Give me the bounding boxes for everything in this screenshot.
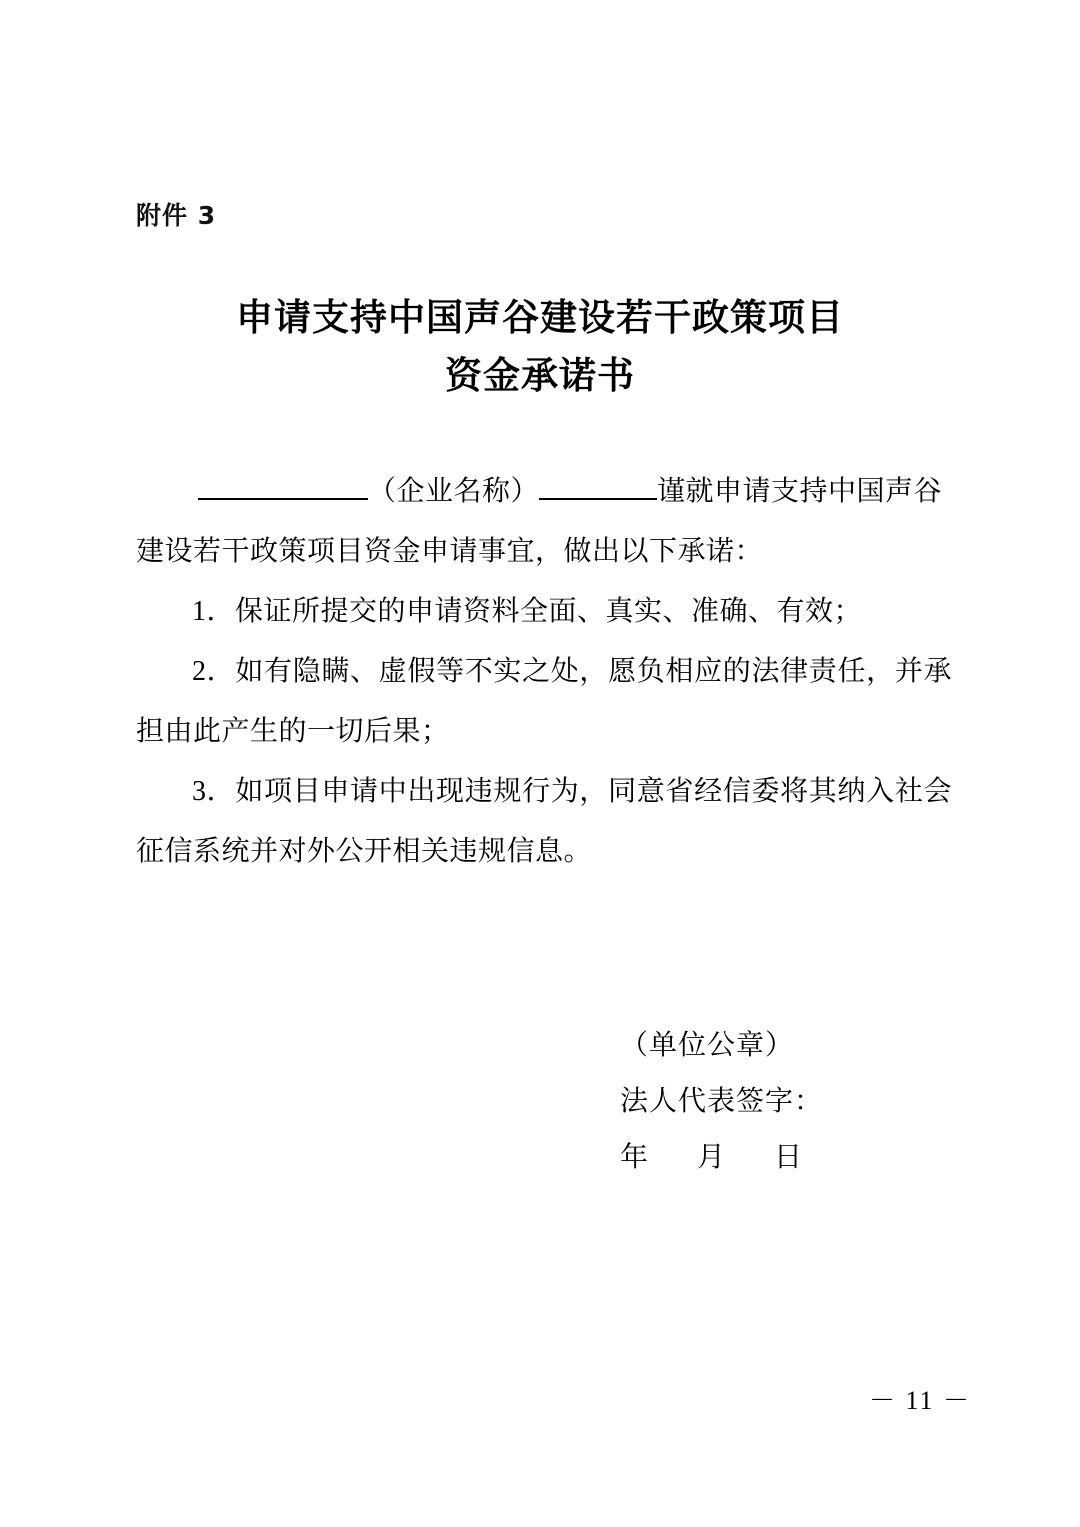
- commitment-item-1: 1．保证所提交的申请资料全面、真实、准确、有效；: [192, 596, 863, 627]
- commitment-item-3: 3．如项目申请中出现违规行为，同意省经信委将其纳入社会征信系统并对外公开相关违规信息。: [136, 776, 952, 867]
- signature-block: [620, 1018, 823, 1186]
- document-body: [136, 462, 952, 882]
- page-number: [0, 1380, 1080, 1417]
- signature-date-line: 年 月 日: [620, 1142, 804, 1173]
- attachment-label: 附件 3: [136, 201, 217, 230]
- intro-paragraph: [136, 462, 952, 522]
- commitment-item-2: 2．如有隐瞒、虚假等不实之处，愿负相应的法律责任，并承担由此产生的一切后果；: [136, 656, 952, 747]
- page-number-text: － 11 －: [868, 1386, 972, 1415]
- legal-representative-signature-label: 法人代表签字：: [620, 1086, 824, 1117]
- title-line-2: 资金承诺书: [445, 353, 635, 397]
- company-seal-label: （单位公章）: [620, 1030, 795, 1061]
- company-name-marker: （企业名称）: [368, 476, 540, 507]
- title-line-1: 申请支持中国声谷建设若干政策项目: [236, 295, 844, 339]
- intro-second-line: 建设若干政策项目资金申请事宜，做出以下承诺：: [136, 536, 764, 567]
- company-name-blank: [198, 466, 368, 500]
- company-name-blank-after: [539, 466, 657, 500]
- intro-after-marker: 谨就申请支持中国声谷: [657, 476, 943, 507]
- page-title: [0, 288, 1080, 404]
